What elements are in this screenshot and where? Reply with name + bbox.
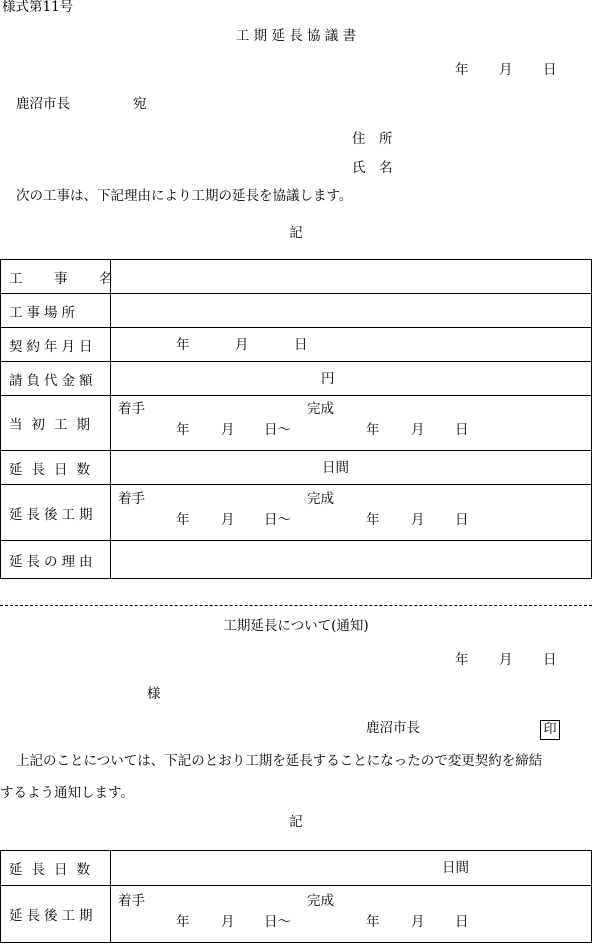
section-divider	[0, 605, 592, 606]
row-label-extension-days: 延長日数	[9, 461, 99, 478]
date-year-label: 年	[455, 62, 469, 78]
row-label-contract-date: 契約年月日	[9, 338, 97, 355]
table-row	[1, 294, 592, 328]
date-day-label: 日	[543, 62, 557, 78]
end-month-label: 月	[411, 422, 425, 438]
end-year-label: 年	[366, 914, 380, 930]
start-day-label: 日〜	[264, 422, 291, 438]
completion-label: 完成	[307, 893, 334, 909]
notice-table	[0, 850, 592, 943]
row-label-extended-period: 延長後工期	[9, 506, 97, 523]
honorific: 宛	[133, 96, 147, 112]
table-row	[1, 362, 592, 396]
extended-period-field[interactable]	[111, 485, 592, 541]
days-unit: 日間	[442, 860, 469, 876]
start-day-label: 日〜	[264, 914, 291, 930]
start-year-label: 年	[176, 914, 190, 930]
recipient-suffix: 様	[147, 686, 161, 702]
notice-date-year-label: 年	[455, 652, 469, 668]
notice-ki-heading: 記	[289, 814, 303, 830]
table-row	[1, 485, 592, 541]
seal-stamp: 印	[540, 720, 560, 740]
table-row	[1, 260, 592, 294]
notice-extended-period-field[interactable]	[111, 886, 592, 943]
table-row	[1, 886, 592, 943]
notice-date-month-label: 月	[499, 652, 513, 668]
end-year-label: 年	[366, 422, 380, 438]
end-month-label: 月	[411, 914, 425, 930]
row-label-extended-period: 延長後工期	[9, 908, 97, 924]
row-label-contract-amount: 請負代金額	[9, 372, 97, 389]
contract-date-field[interactable]	[111, 328, 592, 362]
contract-month-label: 月	[235, 337, 249, 353]
address-label: 住 所	[352, 131, 393, 147]
contract-day-label: 日	[294, 337, 308, 353]
row-label-work-location: 工事場所	[9, 304, 79, 321]
start-label: 着手	[118, 401, 145, 417]
work-name-field[interactable]	[111, 260, 592, 294]
document-title: 工 期 延 長 協 議 書	[235, 28, 357, 44]
completion-label: 完成	[307, 401, 334, 417]
end-day-label: 日	[455, 914, 469, 930]
table-row	[1, 396, 592, 451]
intro-text: 次の工事は、下記理由により工期の延長を協議します。	[16, 188, 353, 204]
consultation-table	[0, 259, 592, 579]
notice-title: 工期延長について(通知)	[223, 618, 369, 634]
form-number: 様式第11号	[2, 0, 74, 15]
end-year-label: 年	[366, 512, 380, 528]
start-month-label: 月	[221, 914, 235, 930]
table-row	[1, 541, 592, 579]
start-label: 着手	[118, 893, 145, 909]
table-row	[1, 328, 592, 362]
start-year-label: 年	[176, 422, 190, 438]
notice-date-day-label: 日	[543, 652, 557, 668]
notice-extension-days-field[interactable]	[111, 851, 592, 886]
end-day-label: 日	[455, 422, 469, 438]
end-day-label: 日	[455, 512, 469, 528]
contract-year-label: 年	[176, 337, 190, 353]
addressee: 鹿沼市長	[16, 96, 70, 112]
sender-name: 鹿沼市長	[366, 720, 420, 736]
start-month-label: 月	[221, 422, 235, 438]
row-label-extension-reason: 延長の理由	[9, 553, 97, 570]
start-year-label: 年	[176, 512, 190, 528]
date-month-label: 月	[499, 62, 513, 78]
start-day-label: 日〜	[264, 512, 291, 528]
ki-heading: 記	[289, 225, 303, 241]
notice-body-line2: するよう通知します。	[0, 785, 134, 801]
start-label: 着手	[118, 491, 145, 507]
contract-amount-field[interactable]	[111, 362, 592, 396]
notice-body-line1: 上記のことについては、下記のとおり工期を延長することになったので変更契約を締結	[16, 753, 543, 769]
extension-days-field[interactable]	[111, 451, 592, 485]
end-month-label: 月	[411, 512, 425, 528]
table-row	[1, 451, 592, 485]
name-label: 氏 名	[352, 160, 393, 176]
yen-unit: 円	[321, 371, 335, 387]
work-location-field[interactable]	[111, 294, 592, 328]
extension-reason-field[interactable]	[111, 541, 592, 579]
row-label-extension-days: 延長日数	[9, 862, 99, 878]
table-row	[1, 851, 592, 886]
row-label-original-period: 当初工期	[9, 417, 99, 433]
row-label-work-name: 工 事 名	[9, 270, 122, 287]
original-period-field[interactable]	[111, 396, 592, 451]
start-month-label: 月	[221, 512, 235, 528]
completion-label: 完成	[307, 491, 334, 507]
days-unit: 日間	[322, 460, 349, 476]
